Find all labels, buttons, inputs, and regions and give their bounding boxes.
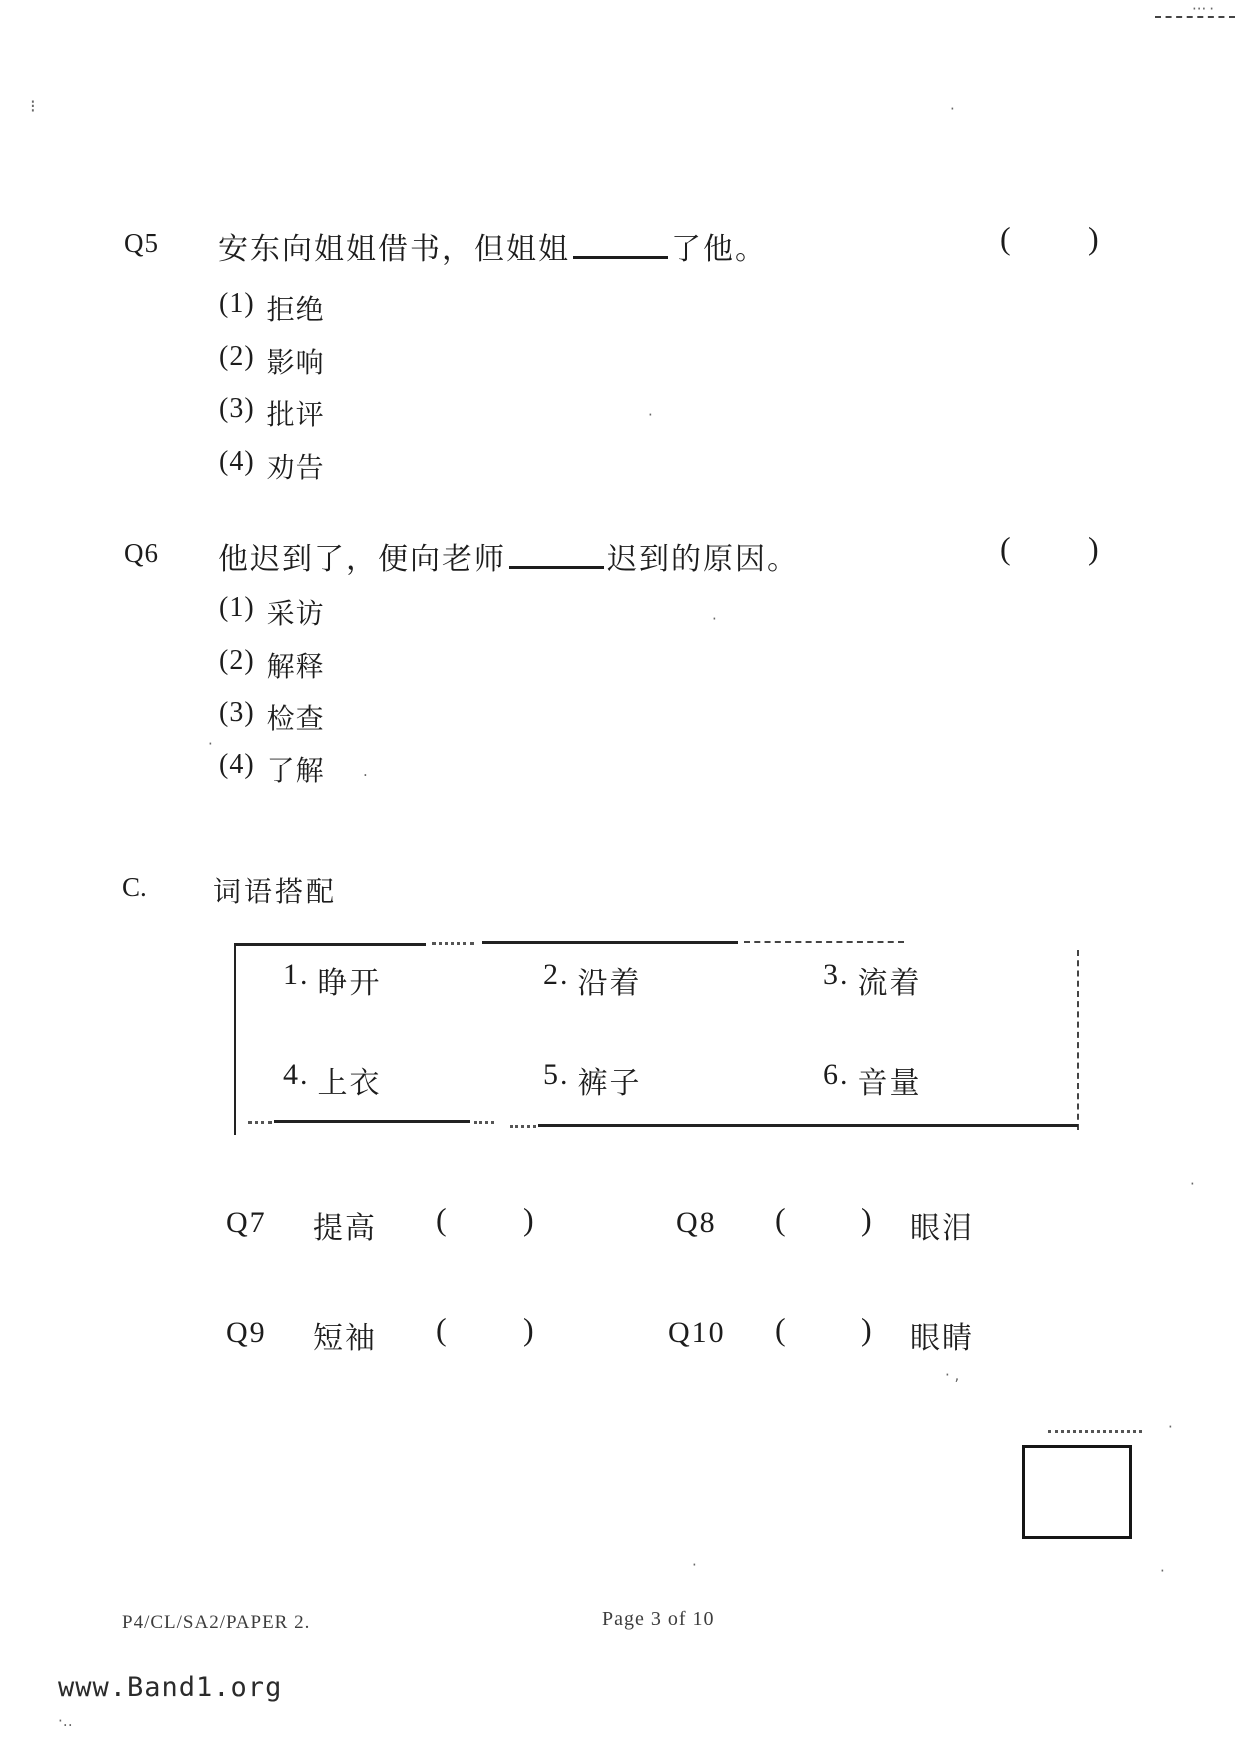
scan-artifact: ·	[1160, 1562, 1165, 1580]
scan-artifact-dash	[1155, 16, 1235, 18]
word-text: 睁开	[317, 967, 382, 1000]
word-number: 6.	[823, 1058, 850, 1091]
option-number: (1)	[219, 288, 255, 319]
option-text: 影响	[266, 348, 325, 379]
option-row	[219, 697, 325, 737]
footer-doc-code: P4/CL/SA2/PAPER 2.	[122, 1612, 311, 1633]
question-text	[218, 224, 767, 268]
word-bank-border-bottom	[538, 1124, 1078, 1127]
word-text: 流着	[857, 967, 922, 1000]
question-text-after-blank: 迟到的原因。	[607, 543, 799, 576]
word-bank-border-bottom-dots	[474, 1121, 494, 1124]
scan-artifact: ·	[692, 1556, 697, 1574]
scan-artifact: ·	[1168, 1418, 1173, 1436]
option-number: (3)	[219, 697, 255, 728]
option-number: (4)	[219, 749, 255, 780]
word-bank-border-bottom-dots	[510, 1125, 536, 1128]
option-text: 检查	[266, 704, 325, 735]
question-text-before-blank: 他迟到了，便向老师	[218, 543, 506, 576]
question-text-after-blank: 了他。	[671, 233, 767, 266]
matching-label: Q7	[226, 1206, 267, 1239]
word-bank-item	[543, 1058, 642, 1102]
option-text: 采访	[266, 599, 325, 630]
option-text: 拒绝	[266, 295, 325, 326]
option-number: (3)	[219, 393, 255, 424]
watermark: www.Band1.org	[58, 1672, 283, 1703]
answer-paren-open: (	[1000, 530, 1011, 566]
scan-artifact-dots: ··· ·	[1192, 0, 1215, 18]
option-text: 批评	[266, 400, 325, 431]
word-number: 4.	[283, 1058, 310, 1091]
word-bank-border-right	[1077, 950, 1079, 1130]
option-number: (2)	[219, 341, 255, 372]
footer-page-number: Page 3 of 10	[602, 1608, 715, 1630]
word-bank-item	[283, 1058, 382, 1102]
word-bank-item	[283, 958, 382, 1002]
word-bank-border-top	[236, 943, 426, 946]
answer-paren-close: )	[1088, 220, 1099, 256]
matching-word: 眼睛	[910, 1322, 974, 1355]
question-text	[218, 534, 799, 578]
matching-word: 眼泪	[910, 1212, 974, 1245]
word-text: 上衣	[317, 1067, 382, 1100]
option-text: 劝告	[266, 453, 325, 484]
option-row	[219, 749, 325, 789]
scan-artifact-dots	[1048, 1430, 1142, 1433]
scan-artifact: .	[363, 762, 368, 780]
option-row	[219, 446, 325, 486]
answer-paren-open: (	[775, 1201, 786, 1237]
option-row	[219, 341, 325, 381]
word-bank-border-top-dash	[744, 941, 904, 943]
option-row	[219, 645, 325, 685]
scan-artifact: ⁝	[30, 96, 36, 117]
answer-paren-open: (	[1000, 220, 1011, 256]
answer-blank	[509, 560, 604, 569]
matching-label: Q9	[226, 1316, 267, 1349]
question-label: Q6	[124, 538, 159, 568]
word-bank-item	[823, 1058, 922, 1102]
scan-artifact: ·	[1190, 1175, 1195, 1193]
answer-paren-close: )	[523, 1201, 534, 1237]
answer-paren-close: )	[861, 1201, 872, 1237]
scan-artifact: ·	[208, 735, 213, 753]
word-number: 1.	[283, 958, 310, 991]
scan-artifact: ·	[950, 100, 955, 118]
answer-paren-open: (	[775, 1311, 786, 1347]
question-text-before-blank: 安东向姐姐借书，但姐姐	[218, 233, 570, 266]
matching-word: 短袖	[313, 1322, 377, 1355]
word-bank-border-top	[482, 941, 738, 944]
option-row	[219, 393, 325, 433]
matching-label: Q10	[668, 1316, 726, 1349]
matching-word: 提高	[313, 1212, 377, 1245]
option-row	[219, 288, 325, 328]
word-text: 沿着	[577, 967, 642, 1000]
scan-artifact: · ,	[945, 1366, 960, 1384]
marks-box	[1022, 1445, 1132, 1539]
option-text: 了解	[266, 756, 325, 787]
word-number: 2.	[543, 958, 570, 991]
word-bank-border-left	[234, 943, 236, 1135]
option-text: 解释	[266, 652, 325, 683]
answer-blank	[573, 250, 668, 259]
section-title: 词语搭配	[213, 877, 338, 908]
option-number: (1)	[219, 592, 255, 623]
question-label: Q5	[124, 228, 159, 258]
scan-artifact: ·	[712, 610, 717, 628]
word-bank-border-bottom	[274, 1120, 470, 1123]
scan-artifact: ·‥	[58, 1712, 73, 1730]
word-bank-item	[543, 958, 642, 1002]
word-text: 裤子	[577, 1067, 642, 1100]
answer-paren-close: )	[1088, 530, 1099, 566]
word-text: 音量	[857, 1067, 922, 1100]
answer-paren-open: (	[436, 1201, 447, 1237]
word-number: 5.	[543, 1058, 570, 1091]
option-number: (4)	[219, 446, 255, 477]
option-row	[219, 592, 325, 632]
answer-paren-open: (	[436, 1311, 447, 1347]
scan-artifact: ·	[648, 406, 653, 424]
word-number: 3.	[823, 958, 850, 991]
word-bank-border-top-dots	[432, 942, 474, 945]
option-number: (2)	[219, 645, 255, 676]
answer-paren-close: )	[861, 1311, 872, 1347]
section-label: C.	[122, 872, 147, 902]
word-bank-border-bottom-dots	[248, 1121, 272, 1124]
answer-paren-close: )	[523, 1311, 534, 1347]
matching-label: Q8	[676, 1206, 717, 1239]
word-bank-item	[823, 958, 922, 1002]
